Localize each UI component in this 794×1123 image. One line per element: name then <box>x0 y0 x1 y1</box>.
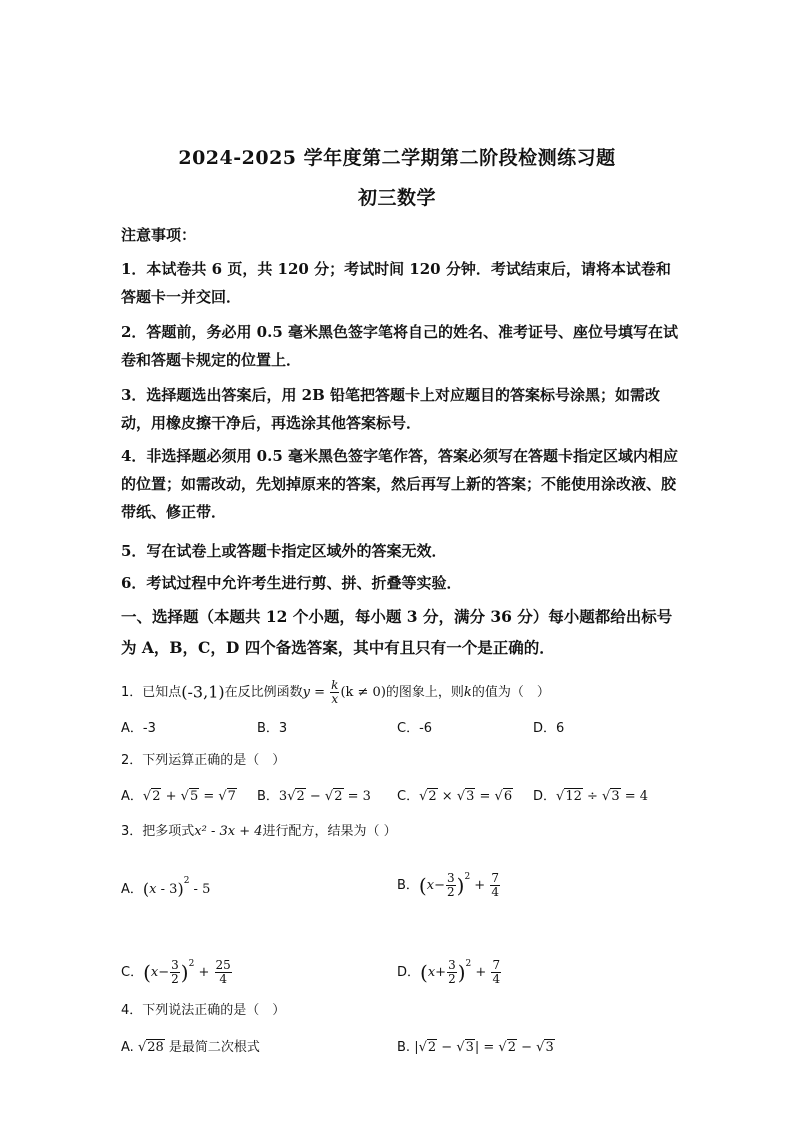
note-item: 4．非选择题必须用 0.5 毫米黑色签字笔作答，答案必须写在答题卡指定区域内相应的位置；如需改动，先划掉原来的答案，然后再写上新的答案；不能使用涂改液、胶带纸、修正带． <box>121 447 678 521</box>
q3-option-a: A．(x - 3)$^2$ - 5 <box>121 876 211 899</box>
q3-option-b: B．(x− $\frac{3}{2}$ )$^2$ + $\frac{7}{4}$ <box>397 871 499 899</box>
note-item: 6．考试过程中允许考生进行剪、拼、折叠等实验． <box>121 574 462 592</box>
note-item: 2．答题前，务必用 0.5 毫米黑色签字笔将自己的姓名、准考证号、座位号填写在试卷和答题卡规定的位置上． <box>121 323 678 369</box>
page-subtitle: 初三数学 <box>357 187 436 209</box>
q1-option-a: A．-3 <box>121 721 156 736</box>
q1-condition: (k ≠ 0) <box>340 685 386 700</box>
question-1: 1．已知点(-3,1)在反比例函数y = $\frac{k}{x}$ (k ≠ 0)的图象上，则k的值为（ ） <box>121 678 550 706</box>
question-4: 4．下列说法正确的是（ ） <box>121 1003 286 1018</box>
note-item: 3．选择题选出答案后，用 2B 铅笔把答题卡上对应题目的答案标号涂黑；如需改动，用橡皮擦干净后，再选涂其他答案标号． <box>121 386 661 432</box>
q2-option-a: A．√2 + √5 = √7 <box>121 789 236 804</box>
q3-option-c: C．(x− $\frac{3}{2}$ )$^2$ + $\frac{25}{4}$ <box>121 958 231 986</box>
q1-option-c: C．-6 <box>397 721 433 736</box>
notes-heading: 注意事项： <box>121 226 197 244</box>
note-item: 5．写在试卷上或答题卡指定区域外的答案无效． <box>121 542 447 560</box>
q2-option-b: B．3√2 − √2 = 3 <box>257 789 371 804</box>
q1-option-d: D．6 <box>533 721 565 736</box>
q3-polynomial: x² - 3x + 4 <box>194 824 263 839</box>
q3-option-d: D．(x+ $\frac{3}{2}$ )$^2$ + $\frac{7}{4}$ <box>397 958 501 986</box>
q2-option-c: C．√2 × √3 = √6 <box>397 789 513 804</box>
q2-option-d: D．√12 ÷ √3 = 4 <box>533 789 649 804</box>
question-3: 3．把多项式x² - 3x + 4进行配方，结果为（ ） <box>121 824 397 839</box>
note-item: 1．本试卷共 6 页，共 120 分；考试时间 120 分钟．考试结束后，请将本试卷和答题卡一并交回． <box>121 260 671 306</box>
q1-option-b: B．3 <box>257 721 288 736</box>
page-title: 2024-2025 学年度第二学期第二阶段检测练习题 <box>178 147 616 169</box>
q4-option-a: A. √28 是最简二次根式 <box>121 1040 260 1055</box>
q1-point: (-3,1) <box>181 682 225 702</box>
question-2: 2．下列运算正确的是（ ） <box>121 753 286 768</box>
q4-option-b: B. |√2 − √3| = √2 − √3 <box>397 1040 554 1055</box>
section-heading: 一、选择题（本题共 12 个小题，每小题 3 分，满分 36 分）每小题都给出标号为 A，B，C，D 四个备选答案，其中有且只有一个是正确的． <box>121 607 673 657</box>
